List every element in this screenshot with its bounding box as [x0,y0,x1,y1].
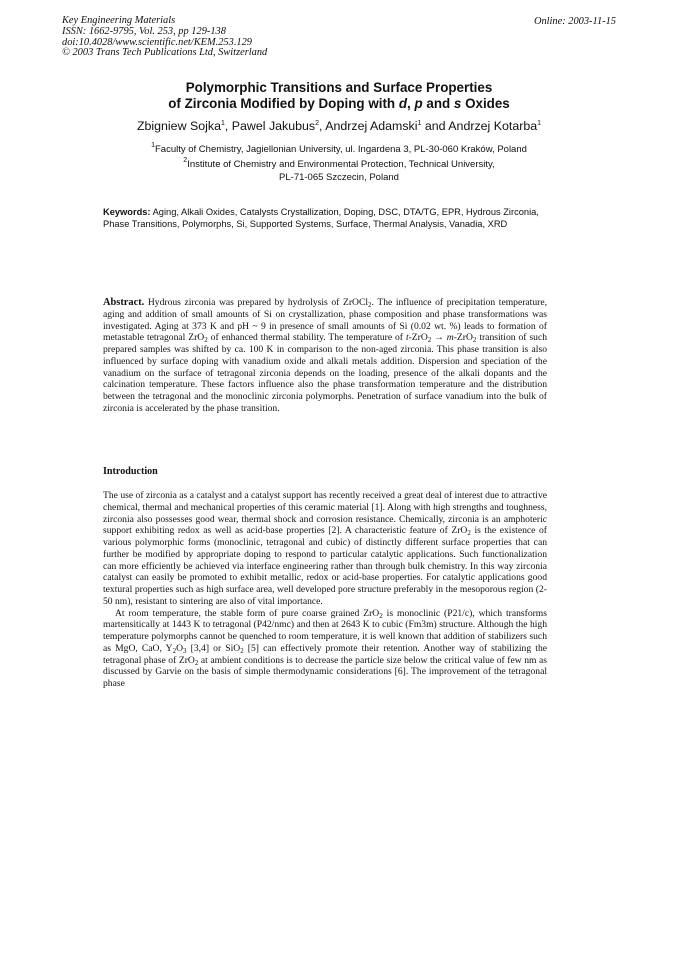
title-sep: , [407,95,415,111]
subscript: 2 [472,336,477,345]
paragraph-text: at ambient conditions is to decrease the particle size below the critical value of few nm as discussed by Garvie on the basis of simple thermodynamic considerations [6]. The improvement of the tetragonal phase [103,654,548,689]
abstract-text: → [431,332,447,344]
journal-copyright: © 2003 Trans Tech Publications Ltd, Switzerland [62,47,268,59]
author-sep: and [421,119,449,133]
subscript: 2 [194,658,199,667]
title-p: p [414,95,423,111]
author-sep: , [224,119,232,133]
paragraph [103,490,547,608]
author-name: Andrzej Kotarba [448,119,538,133]
paragraph-text: is the existence of various polymorphic forms (monoclinic, tetragonal and cubic) of distinctly different surface properties that can further be modified by appropriate doping to respond to particular catalytic applications. Such functionalization can more efficiently be achieved via interface engineering rather than through bulk chemistry. In this way zirconia catalyst can easily be promoted to exhibit metallic, redox or acid-base properties. For catalytic applications good textural properties such as high surface area, well developed pore structure preferably in the mesoporous region (2-50 nm), resistant to sintering are also of vital importance. [103,525,547,607]
subscript: 2 [172,646,177,655]
paragraph-text: [5] can effectively promote their retention. Another way of stabilizing the tetragonal phase of ZrO [103,642,547,666]
title-line-2 [62,96,616,112]
title-s: s [453,95,462,111]
author-name: Zbigniew Sojka [136,119,221,133]
paragraph-text: [3,4] or SiO [186,642,241,654]
author-affil-mark: 1 [220,120,225,127]
title-line-1: Polymorphic Transitions and Surface Properties [185,80,493,95]
paragraph [103,608,547,690]
affiliation-2 [62,159,616,171]
paragraph-text: is monoclinic (P21/c), which transforms martensitically at 1443 K to tetragonal (P42/nmc) and then at 2643 K to cubic (Fm3m) structure. Although the high temperature polymorphs cannot be quenched to room temperature, it is well known that addition of stabilizers such as MgO, CaO, Y [103,607,548,654]
affil-text: Faculty of Chemistry, Jagiellonian University, ul. Ingardena 3, PL-30-060 Kraków, Poland [154,144,527,155]
subscript: 2 [204,336,208,345]
subscript: 2 [240,646,244,655]
affil-mark: 1 [151,142,155,149]
keywords-label: Keywords: [103,207,151,217]
subscript: 2 [379,611,383,620]
title-d: d [398,95,408,111]
online-date: Online: 2003-11-15 [533,16,616,27]
section-heading-introduction: Introduction [103,466,158,477]
journal-name: Key Engineering Materials [62,15,176,26]
abstract [103,297,547,415]
affil-mark: 2 [183,157,188,165]
affiliations [62,144,616,184]
author-list [62,119,616,133]
abstract-text: transition of such prepared samples was shifted by ca. 100 K in comparison to the non-aged zirconia. This phase transition is also influenced by surface doping with vanadium oxide and alkali metals addition. Dispersion and speciation of the vanadium on the surface of tetragonal zirconia depends on the loading, presence of the alkali dopants and the calcination temperature. These factors influence also the phase transformation temperature and the distribution between the tetragonal and the monoclinic zirconia polymorphs. Penetration of surface vanadium into the bulk of zirconia is accelerated by the phase transition. [103,332,548,414]
author-affil-mark: 1 [417,120,422,127]
author-name: Pawel Jakubus [231,119,316,133]
paragraph-text: At room temperature, the stable form of pure coarse grained ZrO [115,607,380,619]
affiliation-1 [62,144,616,156]
introduction-body [103,490,547,690]
subscript: 2 [467,529,471,538]
abstract-label: Abstract. [103,297,145,308]
author-sep: , [319,119,326,133]
journal-info [62,16,267,59]
subscript: 3 [183,646,187,655]
abstract-italic: m [446,332,454,344]
paragraph-text: The use of zirconia as a catalyst and a catalyst support has recently received a great deal of interest due to attractive chemical, thermal and mechanical properties of this ceramic material [1]. Along with high strengths and toughness, zirconia also possesses good wear, thermal shock and corrosion resistance. Chemically, zirconia is an amphoteric support exhibiting redox as well as acid-base properties [2]. A characteristic feature of ZrO [103,490,547,537]
subscript: 2 [368,301,372,309]
paper-title [62,80,616,111]
keywords-text: Aging, Alkali Oxides, Catalysts Crystallization, Doping, DSC, DTA/TG, EPR, Hydrous Zirconia, Phase Transitions, Polymorphs, Si, Supported Systems, Surface, Thermal Analysis, Vanadia, XRD [103,207,539,229]
title-sep: and [422,95,454,111]
abstract-text: Hydrous zirconia was prepared by hydrolysis of ZrOCl [144,297,369,308]
abstract-text: -ZrO [408,332,428,344]
journal-doi: doi:10.4028/www.scientific.net/KEM.253.129 [62,36,252,48]
abstract-text: of enhanced thermal stability. The temperature of [207,332,406,344]
abstract-text: . The influence of precipitation temperature, aging and addition of small amounts of Si on crystallization, phase composition and phase transformations was investigated. Aging at 373 K and pH ~ 9 in presence of small amounts of Si (0.02 wt. %) leads to formation of metastable tetragonal ZrO [103,297,547,344]
affiliation-2-line-2: PL-71-065 Szczecin, Poland [279,171,399,183]
author-affil-mark: 2 [315,120,320,127]
abstract-text: -ZrO [453,332,473,344]
affil-text: Institute of Chemistry and Environmental Protection, Technical University, [187,159,495,171]
keywords [103,207,543,231]
subscript: 2 [427,336,432,345]
author-affil-mark: 1 [537,120,542,127]
title-text: Oxides [461,95,510,111]
paragraph-text: O [176,642,184,654]
abstract-italic: t [405,332,409,344]
author-name: Andrzej Adamski [325,119,418,133]
title-text: of Zirconia Modified by Doping with [168,95,399,111]
journal-issn: ISSN: 1662-9795, Vol. 253, pp 129-138 [62,25,226,37]
